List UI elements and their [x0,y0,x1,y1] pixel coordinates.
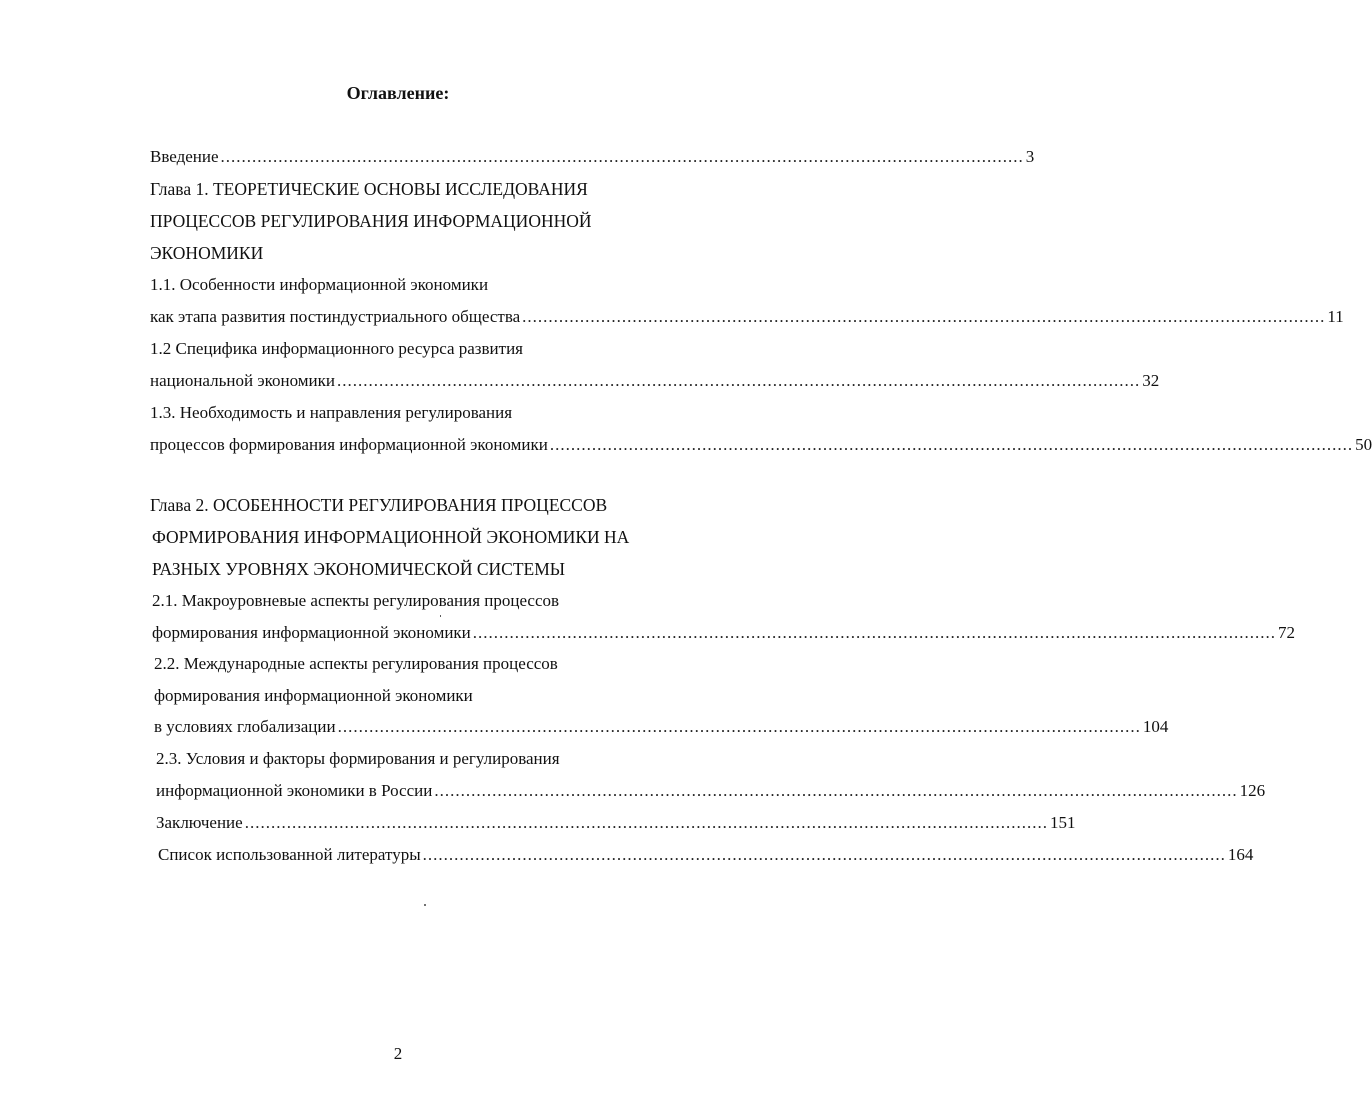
toc-entry-label: информационной экономики в России [156,781,433,800]
dot-leader: ......................................................................................................................................................... [522,307,1326,326]
toc-entry-1-1[interactable] [150,306,1344,328]
dot-leader: ......................................................................................................................................................... [434,781,1238,800]
chapter-2-heading-line-2: ФОРМИРОВАНИЯ ИНФОРМАЦИОННОЙ ЭКОНОМИКИ НА [152,527,630,547]
dot-leader: ......................................................................................................................................................... [337,717,1141,736]
toc-entry-2-3[interactable] [156,780,1266,802]
toc-page-number: 50 [1355,435,1372,454]
toc-page-number: 151 [1049,813,1076,832]
section-1-3-line-1: 1.3. Необходимость и направления регулирования [150,403,513,422]
scan-speck [424,904,426,906]
scan-speck [440,615,441,617]
page-number: 2 [393,1044,403,1063]
toc-entry-1-2[interactable] [150,370,1160,392]
section-2-1-line-1: 2.1. Макроуровневые аспекты регулирования процессов [152,591,560,610]
toc-page-number: 104 [1142,717,1169,736]
toc-page-number: 11 [1327,307,1344,326]
toc-entry-label: Заключение [156,813,243,832]
toc-entry-label: как этапа развития постиндустриального общества [150,307,521,326]
chapter-2-heading-line-1: Глава 2. ОСОБЕННОСТИ РЕГУЛИРОВАНИЯ ПРОЦЕССОВ [150,495,608,515]
toc-entry-1-3[interactable] [150,434,1372,456]
toc-entry-conclusion[interactable] [156,812,1076,834]
toc-entry-2-1[interactable] [152,622,1296,644]
toc-page-number: 3 [1025,147,1035,166]
toc-entry-label: национальной экономики [150,371,335,390]
section-1-1-line-1: 1.1. Особенности информационной экономики [150,275,489,294]
chapter-2-heading-line-3: РАЗНЫХ УРОВНЯХ ЭКОНОМИЧЕСКОЙ СИСТЕМЫ [152,559,566,579]
dot-leader: ......................................................................................................................................................... [220,147,1024,166]
dot-leader: ......................................................................................................................................................... [244,813,1048,832]
section-2-2-line-1: 2.2. Международные аспекты регулирования процессов [154,654,558,673]
dot-leader: ......................................................................................................................................................... [337,371,1141,390]
dot-leader: ......................................................................................................................................................... [472,623,1277,642]
chapter-1-heading-line-1: Глава 1. ТЕОРЕТИЧЕСКИЕ ОСНОВЫ ИССЛЕДОВАНИЯ [150,179,588,199]
toc-entry-label: формирования информационной экономики [152,623,471,642]
section-1-2-line-1: 1.2 Специфика информационного ресурса развития [150,339,523,358]
toc-entry-2-2[interactable] [154,716,1169,738]
toc-entry-references[interactable] [158,844,1254,866]
toc-page-number: 126 [1239,781,1266,800]
dot-leader: ......................................................................................................................................................... [549,435,1354,454]
toc-entry-label: в условиях глобализации [154,717,336,736]
toc-entry-label: Введение [150,147,219,166]
chapter-1-heading-line-3: ЭКОНОМИКИ [150,243,264,263]
page-title: Оглавление: [346,83,450,103]
chapter-1-heading-line-2: ПРОЦЕССОВ РЕГУЛИРОВАНИЯ ИНФОРМАЦИОННОЙ [150,211,592,231]
toc-entry-label: Список использованной литературы [158,845,421,864]
toc-entry-label: процессов формирования информационной экономики [150,435,548,454]
toc-entry-intro[interactable] [150,146,1035,168]
toc-page-number: 164 [1227,845,1254,864]
dot-leader: ......................................................................................................................................................... [422,845,1226,864]
toc-page-number: 72 [1278,623,1296,642]
toc-page-number: 32 [1142,371,1160,390]
section-2-2-line-2: формирования информационной экономики [154,686,473,705]
section-2-3-line-1: 2.3. Условия и факторы формирования и регулирования [156,749,560,768]
